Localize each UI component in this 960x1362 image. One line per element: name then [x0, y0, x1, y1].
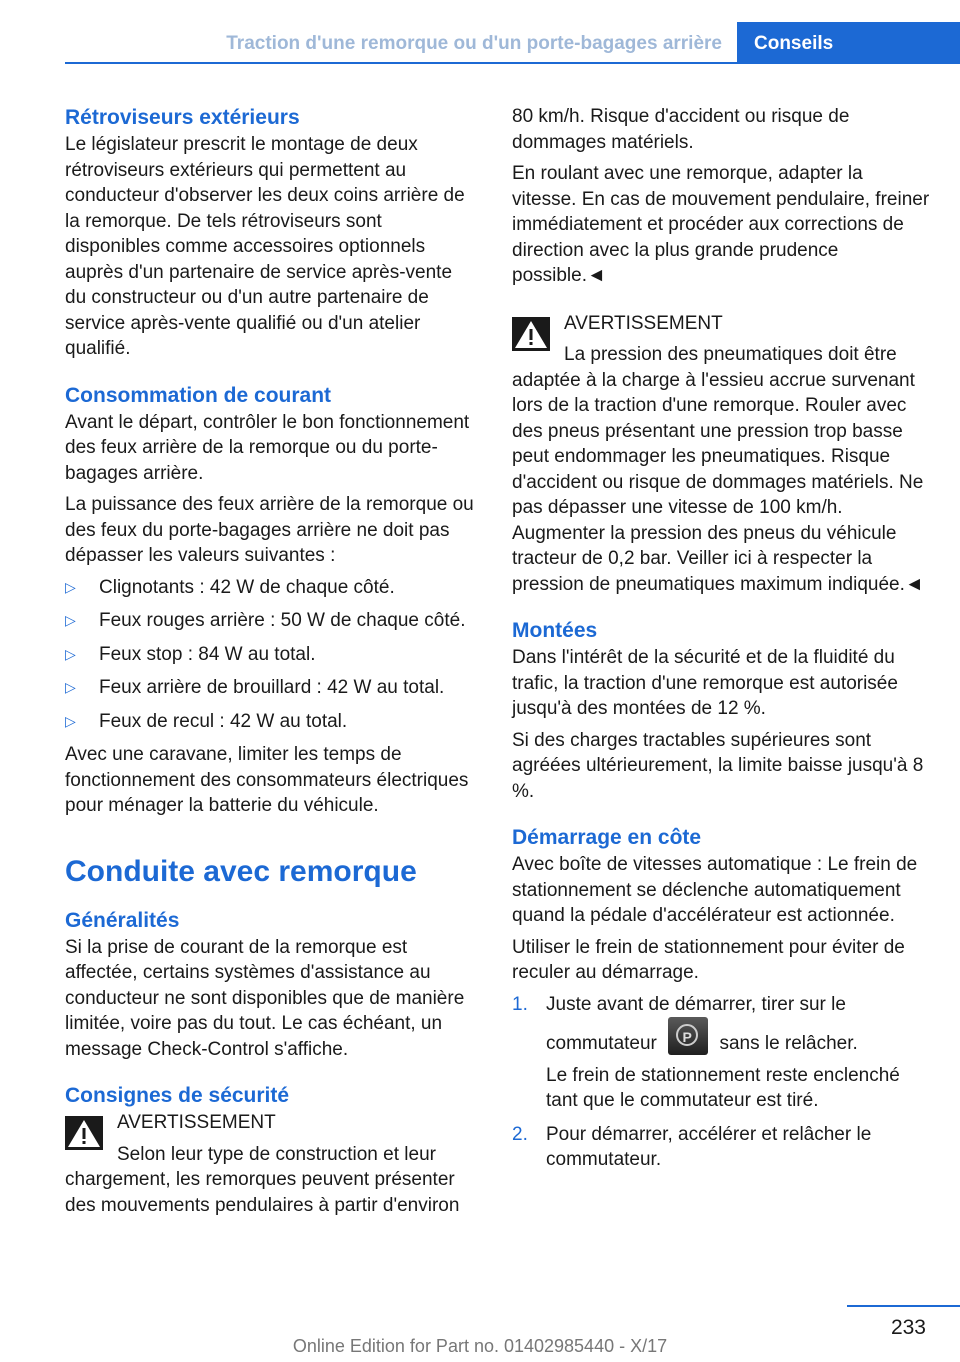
warning-heading: AVERTISSEMENT: [564, 312, 723, 334]
step-number: 1.: [512, 993, 528, 1015]
step-subtext: Le frein de stationnement reste enclenché tant que le commutateur est tiré.: [546, 1064, 900, 1111]
page-number: 233: [890, 1316, 926, 1339]
paragraph: Avant le départ, contrôler le bon fonctionnement des feux arrière de la remorque ou du porte-bagages arrière.: [65, 411, 470, 484]
list-item: 2. Pour démarrer, accélérer et relâcher le commutateur.: [512, 1123, 872, 1170]
step-list: [512, 992, 930, 1173]
paragraph: 80 km/h. Risque d'accident ou risque de dommages matériels.: [512, 106, 850, 153]
right-column: [512, 104, 930, 1181]
paragraph: Si la prise de courant de la remorque est affectée, certains systèmes d'assistance au conducteur ne sont disponibles que de manière limitée, voire pas du tout. Le cas échéant, un message Check-Control s'affiche.: [65, 936, 465, 1060]
paragraph: Le législateur prescrit le montage de deux rétroviseurs extérieurs qui permettent au conducteur d'observer les deux coins arrière de la remorque. De tels rétroviseurs sont disponibles comme accessoires optionnels auprès d'un partenaire de service après-vente du constructeur ou d'un autre partenaire de service après-vente qualifié ou d'un atelier qualifié.: [65, 134, 465, 359]
paragraph: En roulant avec une remorque, adapter la vitesse. En cas de mouvement pendulaire, freiner immédiatement et procéder aux corrections de direction avec la plus grande prudence possible.◄: [512, 163, 930, 286]
paragraph: Utiliser le frein de stationnement pour éviter de reculer au démarrage.: [512, 936, 905, 983]
list-item: ▷ Feux arrière de brouillard : 42 W au total.: [65, 675, 478, 701]
bullet-marker-icon: ▷: [65, 645, 76, 662]
warning-block: [65, 1110, 478, 1218]
list-item: 1. Juste avant de démarrer, tirer sur le commutateur P sans le relâcher. Le frein de stationnement reste enclenché tant que le commutateur est tiré.: [512, 992, 930, 1114]
parking-brake-switch-icon: P: [668, 1017, 708, 1055]
step-number: 2.: [512, 1123, 528, 1145]
warning-triangle-icon: [65, 1116, 103, 1150]
chapter-title: Conduite avec remorque: [65, 854, 417, 888]
section-title-consommation: Consommation de courant: [65, 383, 332, 407]
section-title-montees: Montées: [512, 619, 598, 642]
paragraph: La puissance des feux arrière de la remorque ou des feux du porte-bagages arrière ne doit pas dépasser les valeurs suivantes :: [65, 494, 474, 566]
list-item: ▷ Feux stop : 84 W au total.: [65, 642, 478, 668]
warning-triangle-icon: [512, 317, 550, 351]
header-rule: [65, 62, 737, 64]
bullet-marker-icon: ▷: [65, 578, 76, 595]
warning-heading: AVERTISSEMENT: [117, 1112, 276, 1133]
section-title-demarrage: Démarrage en côte: [512, 826, 702, 849]
bullet-marker-icon: ▷: [65, 679, 76, 695]
list-item: ▷ Feux de recul : 42 W au total.: [65, 709, 478, 735]
paragraph: Dans l'intérêt de la sécurité et de la fluidité du trafic, la traction d'une remorque est autorisée jusqu'à des montées de 12 %.: [512, 647, 898, 719]
warning-text: La pression des pneumatiques doit être adaptée à la charge à l'essieu accrue survenant lors de la traction d'une remorque. Rouler avec des pneus présentant une pression trop basse peut endommager les pneumatiques. Risque d'accident ou risque de dommages matériels. Ne pas dépasser une vitesse de 100 km/h. Augmenter la pression des pneus du véhicule tracteur de 0,2 bar. Veiller ici à respecter la pression de pneumatiques maximum indiquée.◄: [512, 344, 924, 595]
bullet-marker-icon: ▷: [65, 612, 76, 628]
paragraph: Si des charges tractables supérieures sont agréées ultérieurement, la limite baisse jusqu'à 8 %.: [512, 729, 924, 802]
section-title-consignes: Consignes de sécurité: [65, 1084, 290, 1107]
list-item: ▷ Clignotants : 42 W de chaque côté.: [65, 575, 478, 601]
paragraph: Avec une caravane, limiter les temps de fonctionnement des consommateurs électriques pour ménager la batterie du véhicule.: [65, 744, 469, 816]
section-tab: Conseils: [737, 22, 960, 64]
warning-text: Selon leur type de construction et leur chargement, les remorques peuvent présenter des mouvements pendulaires à partir d'environ: [65, 1143, 460, 1216]
bullet-list: [65, 575, 478, 735]
left-column: [65, 104, 478, 1224]
paragraph: Avec boîte de vitesses automatique : Le frein de stationnement se déclenche automatiquement quand la pédale d'accélérateur est actionnée.: [512, 854, 918, 926]
running-header-title: Traction d'une remorque ou d'un porte-bagages arrière: [226, 33, 722, 54]
warning-block: [512, 311, 930, 598]
bullet-marker-icon: ▷: [65, 712, 76, 729]
list-item: ▷ Feux rouges arrière : 50 W de chaque côté.: [65, 608, 478, 634]
section-title-retroviseurs: Rétroviseurs extérieurs: [65, 106, 300, 129]
section-title-generalites: Généralités: [65, 908, 180, 932]
footer-edition: Online Edition for Part no. 01402985440 - X/17: [292, 1336, 668, 1356]
page-number-rule: [847, 1305, 960, 1307]
